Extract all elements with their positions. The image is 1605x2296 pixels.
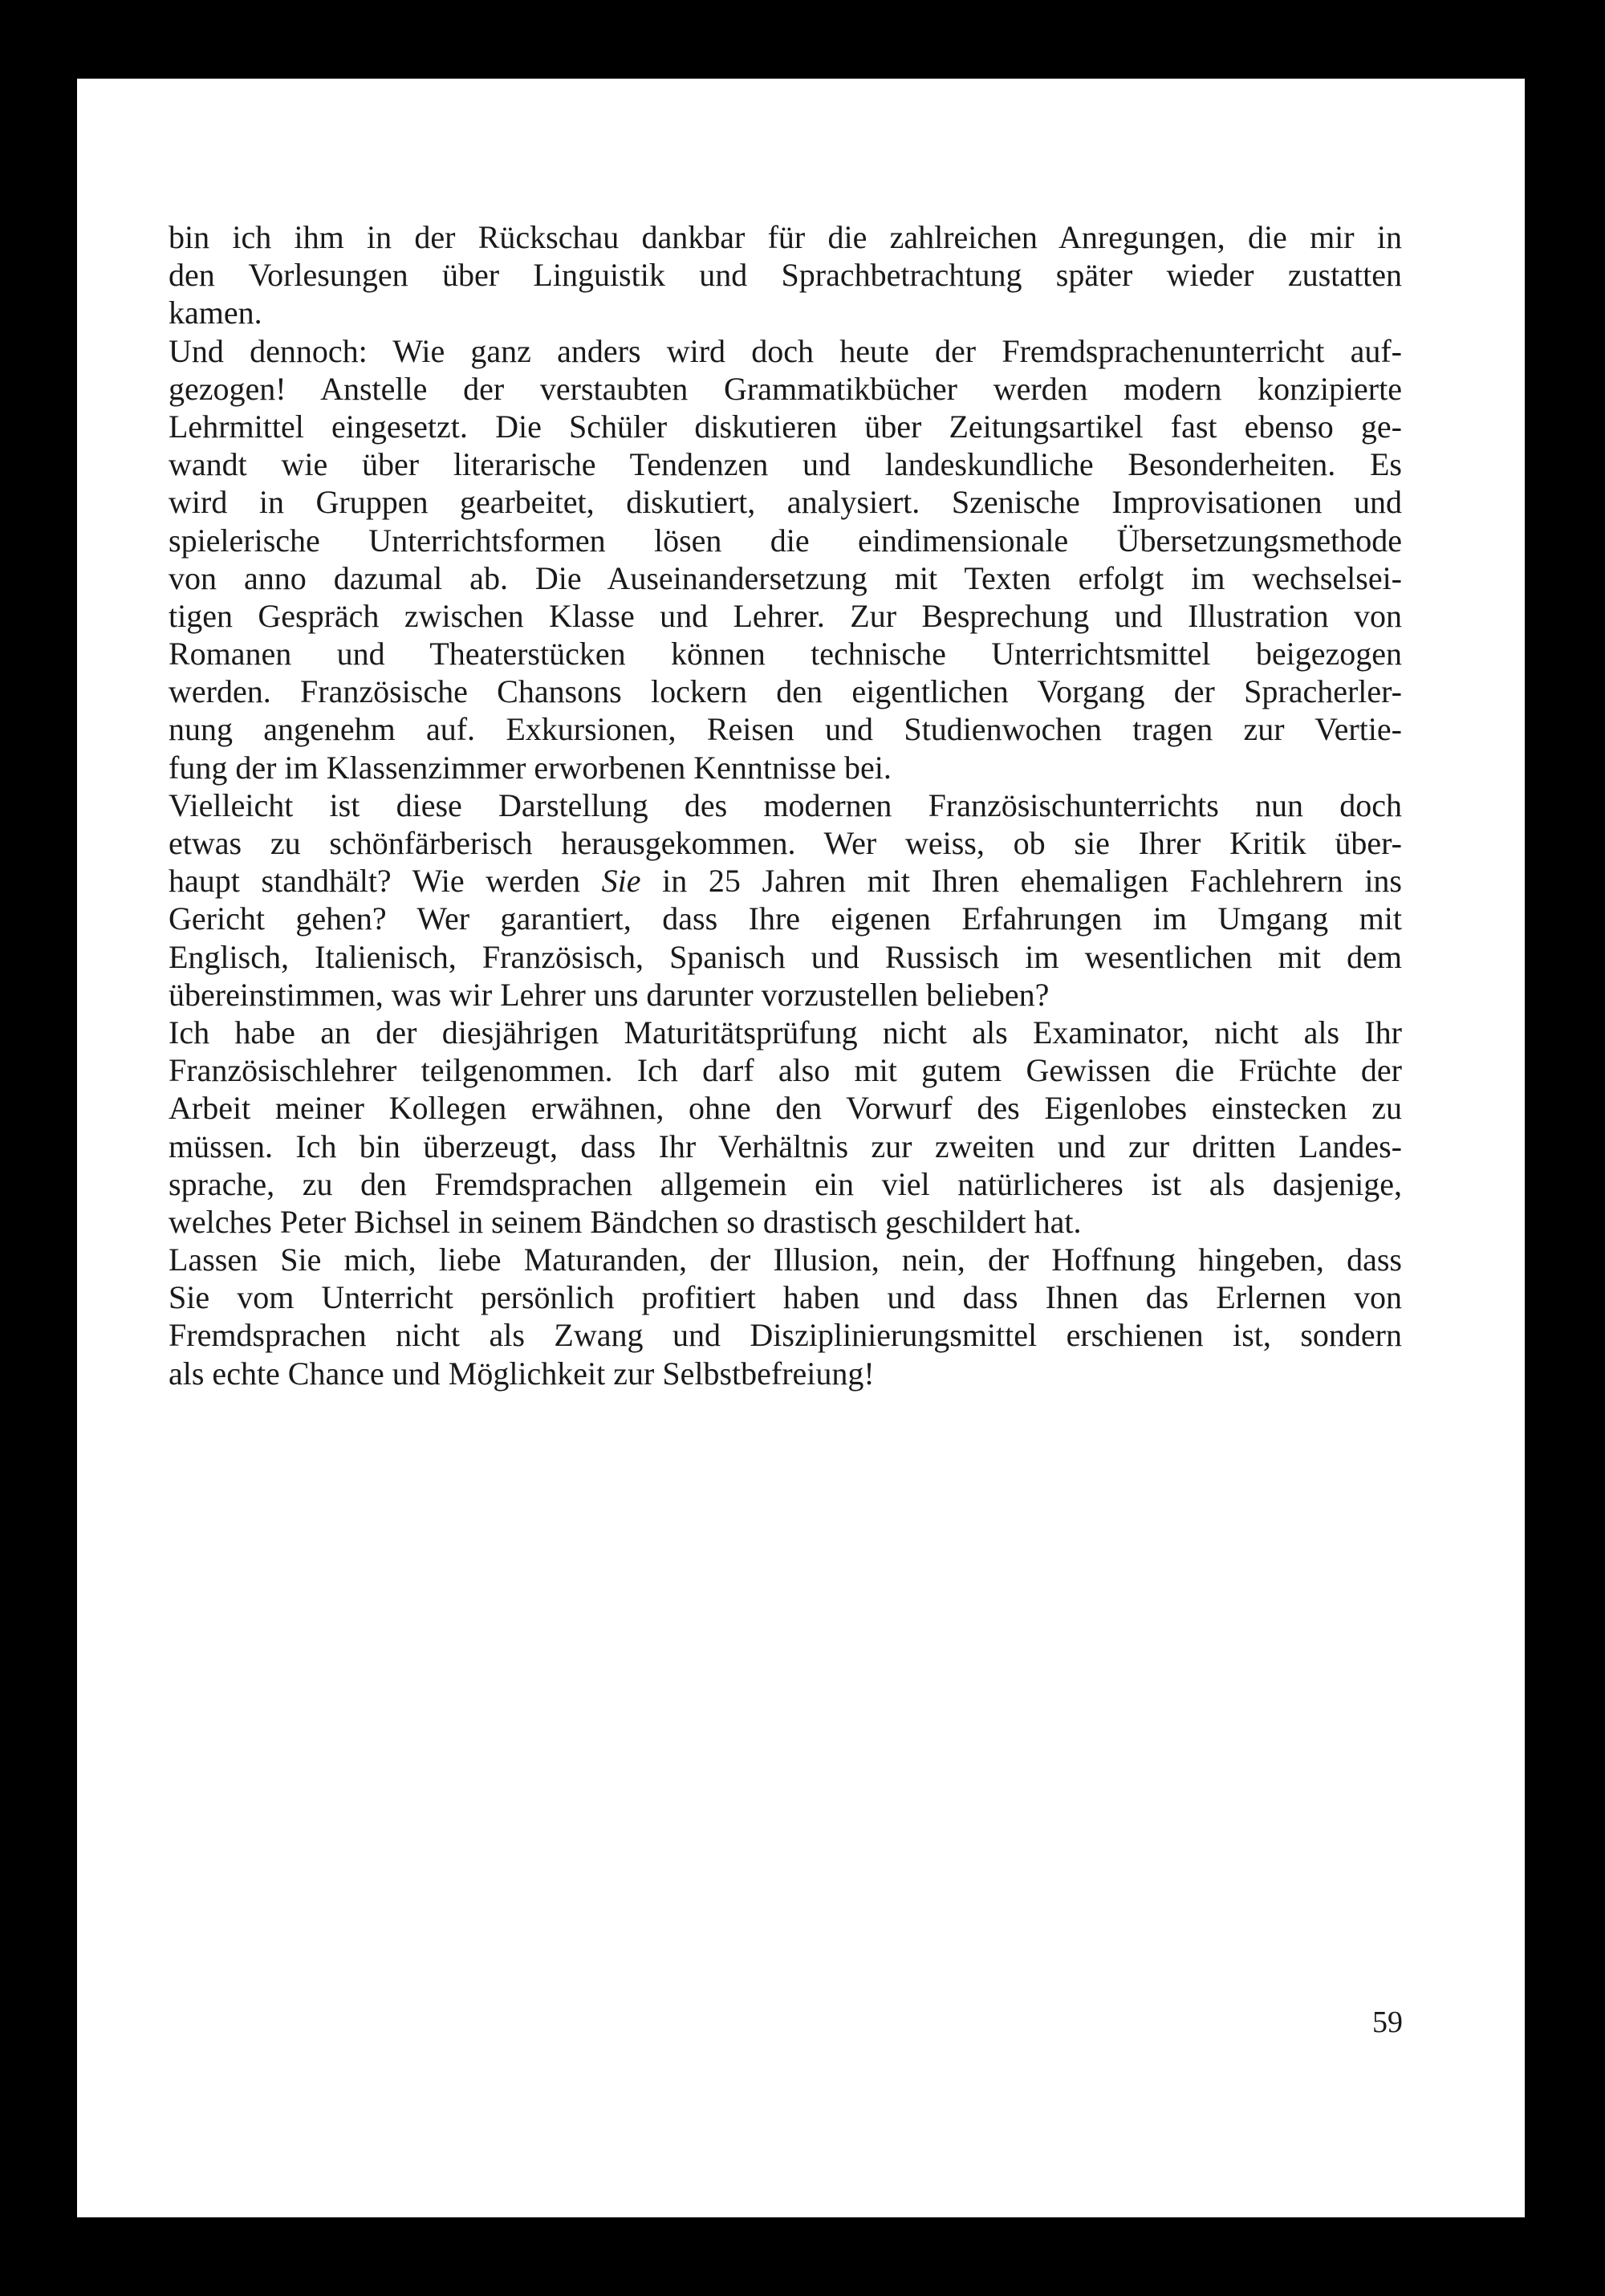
text-line: Romanen und Theaterstücken können technische Unterrichtsmittel beigezogen (169, 636, 1402, 673)
text-line: kamen. (169, 295, 262, 331)
emphasis: Sie (601, 863, 641, 900)
text-line: fung der im Klassenzimmer erworbenen Kenntnisse bei. (169, 749, 892, 786)
text-line: Ich habe an der diesjährigen Maturitätsprüfung nicht als Examinator, nicht als Ihr (169, 1014, 1402, 1050)
text-line: Sie vom Unterricht persönlich profitiert haben und dass Ihnen das Erlernen von (169, 1279, 1402, 1316)
text-line: werden. Französische Chansons lockern den eigentlichen Vorgang der Spracherler- (169, 673, 1402, 710)
text-line: bin ich ihm in der Rückschau dankbar für die zahlreichen Anregungen, die mir in (169, 219, 1402, 255)
text-line: tigen Gespräch zwischen Klasse und Lehrer. Zur Besprechung und Illustration von (169, 597, 1402, 634)
text-line: spielerische Unterrichtsformen lösen die eindimensionale Übersetzungsmethode (169, 522, 1402, 559)
text-line: Lehrmittel eingesetzt. Die Schüler diskutieren über Zeitungsartikel fast ebenso ge- (169, 408, 1402, 445)
text-line: nung angenehm auf. Exkursionen, Reisen und Studienwochen tragen zur Vertie- (169, 711, 1402, 748)
text-line: etwas zu schönfärberisch herausgekommen. Wer weiss, ob sie Ihrer Kritik über- (169, 825, 1402, 861)
text-line: wird in Gruppen gearbeitet, diskutiert, analysiert. Szenische Improvisationen und (169, 484, 1402, 521)
text-line: Und dennoch: Wie ganz anders wird doch heute der Fremdsprachenunterricht auf- (169, 332, 1402, 369)
text-line: von anno dazumal ab. Die Auseinandersetzung mit Texten erfolgt im wechselsei- (169, 559, 1402, 596)
text-line: Fremdsprachen nicht als Zwang und Disziplinierungsmittel erschienen ist, sondern (169, 1317, 1402, 1354)
text-line: Arbeit meiner Kollegen erwähnen, ohne den Vorwurf des Eigenlobes einstecken zu (169, 1090, 1402, 1127)
text-line: haupt standhält? Wie werden Sie in 25 Jahren mit Ihren ehemaligen Fachlehrern ins (169, 863, 1402, 900)
text-line: Englisch, Italienisch, Französisch, Spanisch und Russisch im wesentlichen mit dem (169, 938, 1402, 975)
text-line: Gericht gehen? Wer garantiert, dass Ihre eigenen Erfahrungen im Umgang mit (169, 900, 1402, 937)
text-line: als echte Chance und Möglichkeit zur Selbstbefreiung! (169, 1355, 875, 1392)
text-line: Lassen Sie mich, liebe Maturanden, der Illusion, nein, der Hoffnung hingeben, dass (169, 1241, 1402, 1278)
text-line: den Vorlesungen über Linguistik und Sprachbetrachtung später wieder zustatten (169, 257, 1402, 294)
body-text (169, 218, 1402, 1392)
text-line: Vielleicht ist diese Darstellung des modernen Französischunterrichts nun doch (169, 786, 1402, 823)
text-line: wandt wie über literarische Tendenzen und landeskundliche Besonderheiten. Es (169, 446, 1402, 483)
text-line: sprache, zu den Fremdsprachen allgemein ein viel natürlicheres ist als dasjenige, (169, 1165, 1402, 1202)
text-line: Französischlehrer teilgenommen. Ich darf also mit gutem Gewissen die Früchte der (169, 1052, 1402, 1089)
document-page (77, 79, 1525, 2217)
page-number: 59 (1372, 2005, 1403, 2039)
text-line: welches Peter Bichsel in seinem Bändchen so drastisch geschildert hat. (169, 1203, 1082, 1240)
text-line: müssen. Ich bin überzeugt, dass Ihr Verhältnis zur zweiten und zur dritten Landes- (169, 1128, 1402, 1164)
text-line: übereinstimmen, was wir Lehrer uns darunter vorzustellen belieben? (169, 976, 1050, 1013)
text-line: gezogen! Anstelle der verstaubten Grammatikbücher werden modern konzipierte (169, 370, 1402, 407)
